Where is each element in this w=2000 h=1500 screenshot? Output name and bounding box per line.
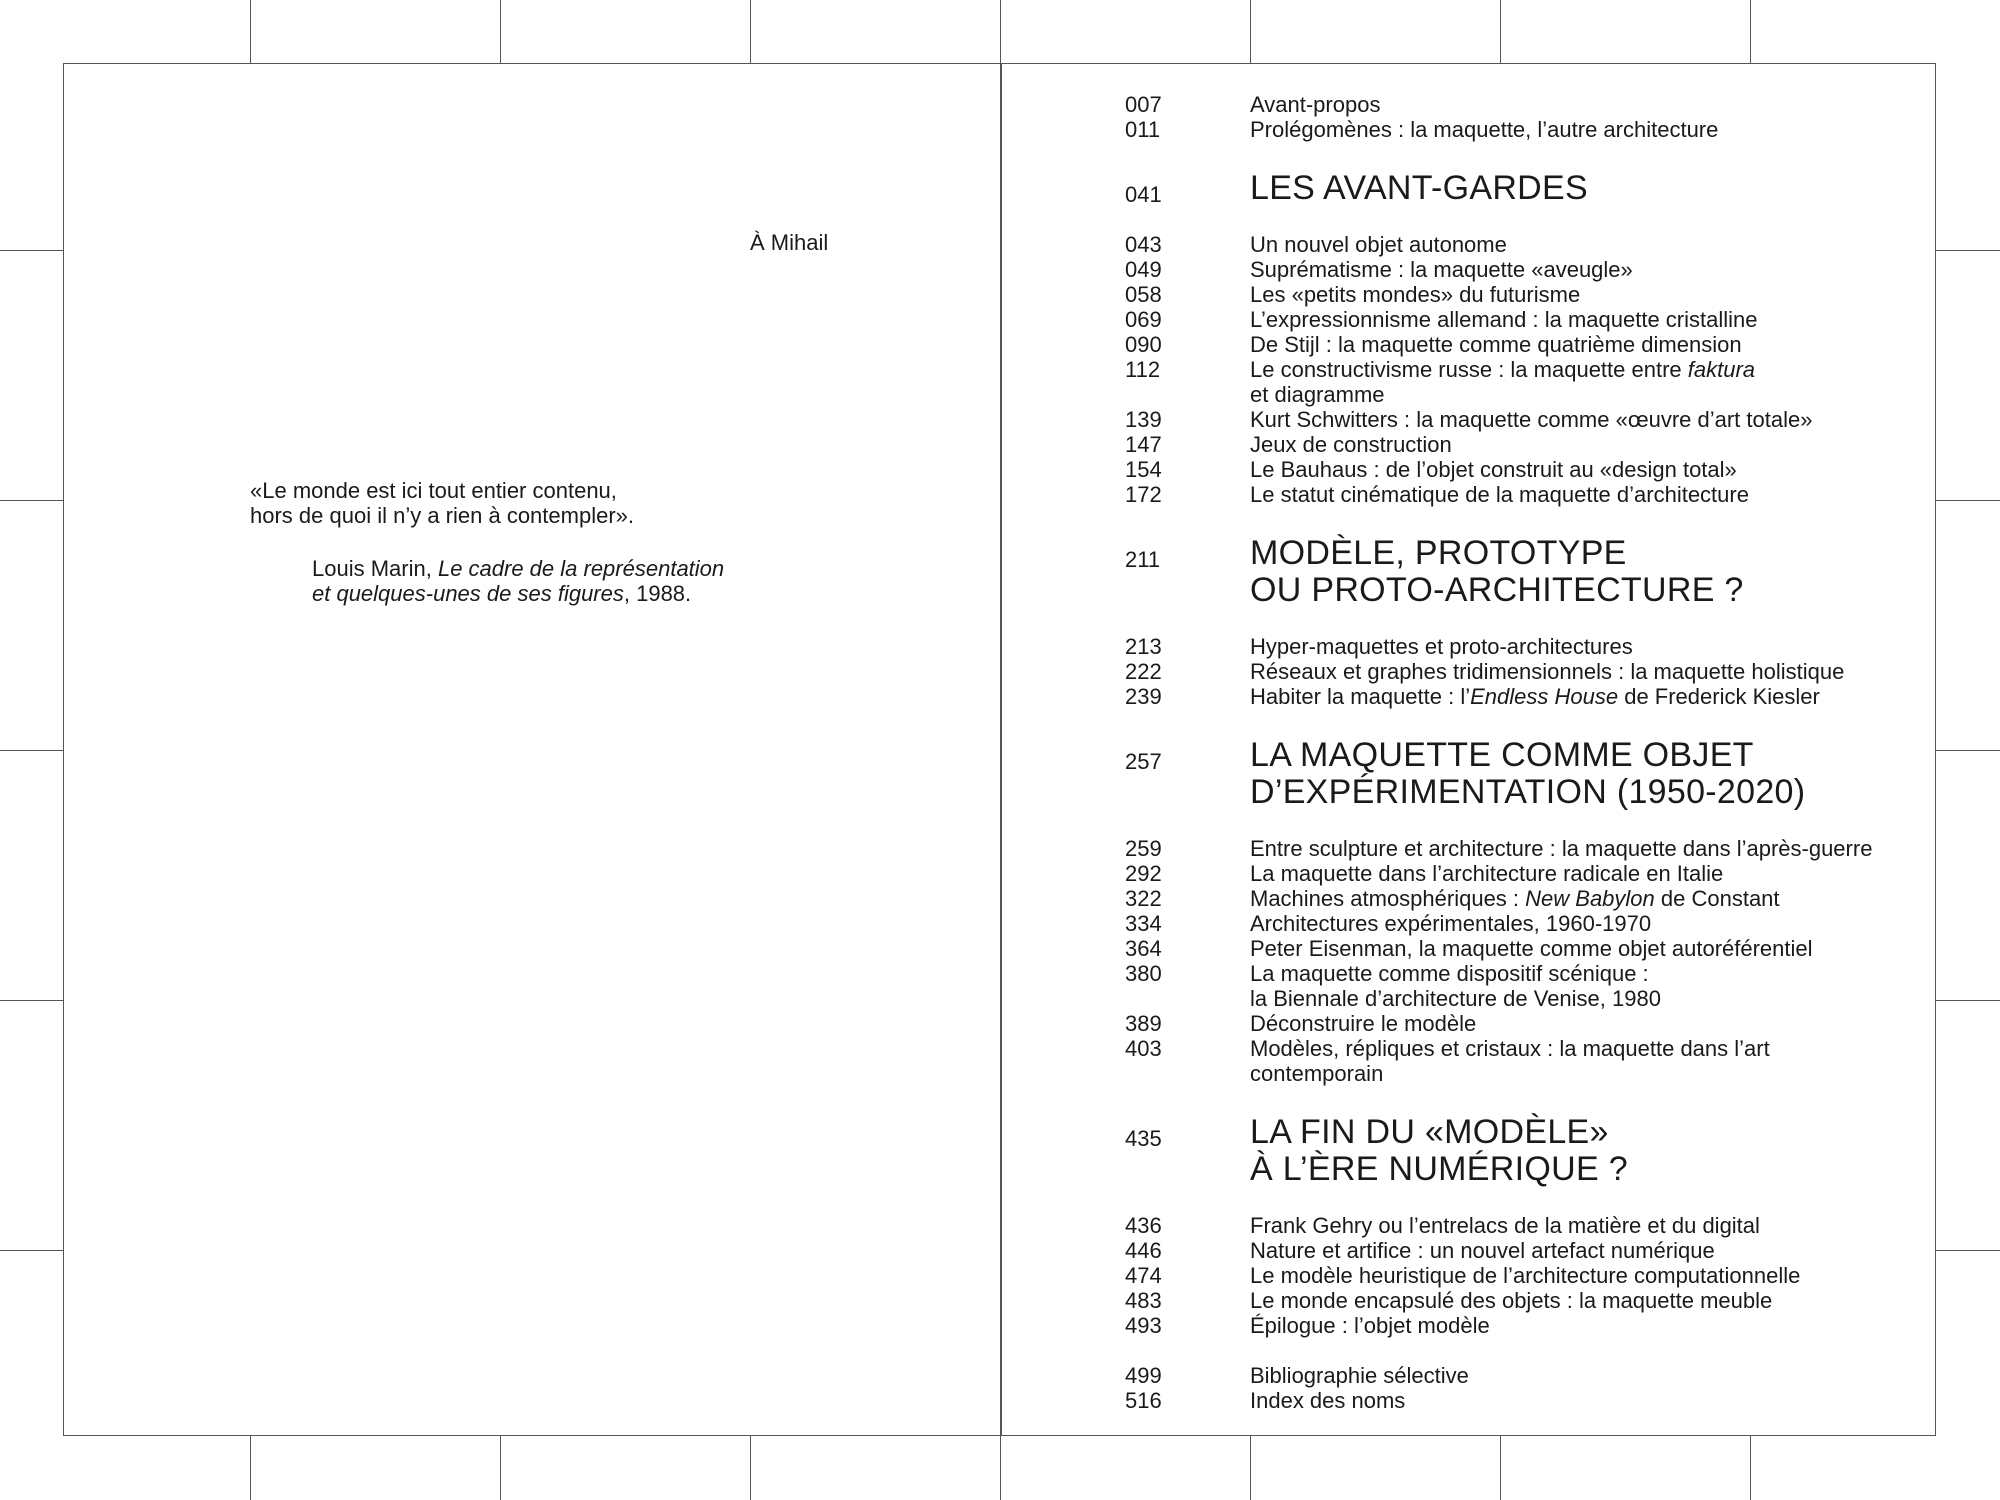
toc-entry <box>1125 1213 1935 1238</box>
toc-part-heading <box>1125 1114 1935 1188</box>
toc-part-heading <box>1125 170 1935 207</box>
toc-entry <box>1125 1238 1935 1263</box>
toc-part-title-line: LA MAQUETTE COMME OBJET <box>1250 736 1754 774</box>
toc-page-number: 259 <box>1125 836 1162 861</box>
epigraph-quote-line: hors de quoi il n’y a rien à contempler». <box>250 503 634 528</box>
toc-entry <box>1125 1288 1935 1313</box>
toc-title-part: contemporain <box>1250 1061 1384 1086</box>
toc-title: Entre sculpture et architecture : la maquette dans l’après-guerre <box>1250 836 1873 861</box>
toc-entry <box>1125 861 1935 886</box>
toc-page-number: 435 <box>1125 1126 1162 1151</box>
toc-part-title-line: OU PROTO-ARCHITECTURE ? <box>1250 571 1744 609</box>
toc-title: Peter Eisenman, la maquette comme objet autoréférentiel <box>1250 936 1813 961</box>
toc-entry <box>1125 232 1935 257</box>
epigraph-attribution <box>250 556 810 606</box>
toc-page-number: 154 <box>1125 457 1162 482</box>
epigraph-work-title: Le cadre de la représentation <box>437 556 725 581</box>
toc-title-part: Modèles, répliques et cristaux : la maquette dans l’art <box>1250 1036 1770 1061</box>
toc-page-number: 436 <box>1125 1213 1162 1238</box>
grid-line <box>750 1436 751 1500</box>
toc-title: Suprématisme : la maquette «aveugle» <box>1250 257 1633 282</box>
toc-title-italic: faktura <box>1687 357 1756 382</box>
toc-page-number: 334 <box>1125 911 1162 936</box>
grid-line <box>750 0 751 63</box>
toc-part-title-line: MODÈLE, PROTOTYPE <box>1250 534 1627 572</box>
toc-part-title <box>1250 1114 1935 1188</box>
toc-part-title-line: D’EXPÉRIMENTATION (1950-2020) <box>1250 773 1806 811</box>
toc-page-number: 112 <box>1125 357 1161 382</box>
toc-entry <box>1125 886 1935 911</box>
epigraph-work-title: et quelques-unes de ses figures <box>312 581 624 606</box>
toc-entry <box>1125 1263 1935 1288</box>
grid-line <box>1936 1250 2000 1251</box>
epigraph <box>250 478 810 606</box>
toc-page-number: 172 <box>1125 482 1162 507</box>
toc-page-number: 090 <box>1125 332 1162 357</box>
toc-entry <box>1125 457 1935 482</box>
toc-title-part: de Frederick Kiesler <box>1618 684 1820 709</box>
toc-title: Prolégomènes : la maquette, l’autre architecture <box>1250 117 1719 142</box>
toc-entry <box>1125 1363 1935 1388</box>
toc-title-part: la Biennale d’architecture de Venise, 1980 <box>1250 986 1661 1011</box>
grid-line <box>1750 0 1751 63</box>
toc-page-number: 446 <box>1125 1238 1162 1263</box>
dedication: À Mihail <box>750 230 829 255</box>
toc-entry <box>1125 407 1935 432</box>
toc-page-number: 139 <box>1125 407 1162 432</box>
toc-title: Kurt Schwitters : la maquette comme «œuvre d’art totale» <box>1250 407 1813 432</box>
toc-title: Le monde encapsulé des objets : la maquette meuble <box>1250 1288 1773 1313</box>
grid-line <box>1936 750 2000 751</box>
grid-line <box>0 1250 63 1251</box>
grid-line <box>1000 1436 1001 1500</box>
toc-title-italic: New Babylon <box>1525 886 1655 911</box>
grid-line <box>1250 1436 1251 1500</box>
epigraph-quote-line: «Le monde est ici tout entier contenu, <box>250 478 617 503</box>
toc-title-part: et diagramme <box>1250 382 1385 407</box>
toc-part-heading <box>1125 737 1935 811</box>
toc-title: L’expressionnisme allemand : la maquette cristalline <box>1250 307 1758 332</box>
toc-page-number: 222 <box>1125 659 1162 684</box>
toc-title: Jeux de construction <box>1250 432 1452 457</box>
toc-page-number: 007 <box>1125 92 1162 117</box>
toc-entry <box>1125 936 1935 961</box>
toc-title: La maquette dans l’architecture radicale en Italie <box>1250 861 1724 886</box>
toc-part-title: LES AVANT-GARDES <box>1250 169 1588 207</box>
toc-entry <box>1125 257 1935 282</box>
toc-title <box>1250 357 1935 407</box>
toc-title: Le Bauhaus : de l’objet construit au «design total» <box>1250 457 1737 482</box>
grid-line <box>250 0 251 63</box>
toc-page-number: 322 <box>1125 886 1162 911</box>
toc-part-title-line: LA FIN DU «MODÈLE» <box>1250 1113 1609 1151</box>
epigraph-year: , 1988. <box>623 581 692 606</box>
toc-title: Nature et artifice : un nouvel artefact numérique <box>1250 1238 1715 1263</box>
grid-line <box>1250 0 1251 63</box>
toc-page-number: 474 <box>1125 1263 1162 1288</box>
toc-page-number: 043 <box>1125 232 1162 257</box>
toc-title: Le modèle heuristique de l’architecture computationnelle <box>1250 1263 1801 1288</box>
toc-title <box>1250 961 1935 1011</box>
toc-title-part: Le constructivisme russe : la maquette entre <box>1250 357 1688 382</box>
grid-line <box>0 250 63 251</box>
toc-entry <box>1125 482 1935 507</box>
toc-page-number: 380 <box>1125 961 1162 986</box>
toc-title-italic: Endless House <box>1470 684 1619 709</box>
toc-title: Hyper-maquettes et proto-architectures <box>1250 634 1633 659</box>
toc-entry <box>1125 684 1935 709</box>
toc-entry <box>1125 1313 1935 1338</box>
toc-page-number: 493 <box>1125 1313 1162 1338</box>
toc-title: Bibliographie sélective <box>1250 1363 1469 1388</box>
toc-page-number: 069 <box>1125 307 1162 332</box>
toc-page-number: 389 <box>1125 1011 1162 1036</box>
toc-part-title-line: À L’ÈRE NUMÉRIQUE ? <box>1250 1150 1628 1188</box>
toc-page-number: 257 <box>1125 749 1162 774</box>
toc-title: Index des noms <box>1250 1388 1406 1413</box>
toc-title: Architectures expérimentales, 1960-1970 <box>1250 911 1652 936</box>
toc-title: Épilogue : l’objet modèle <box>1250 1313 1490 1338</box>
grid-line <box>1500 0 1501 63</box>
page-gutter <box>1000 63 1002 1436</box>
toc-title <box>1250 1036 1935 1086</box>
toc-title: Un nouvel objet autonome <box>1250 232 1507 257</box>
grid-line <box>250 1436 251 1500</box>
toc-title-part: de Constant <box>1654 886 1780 911</box>
toc-title: De Stijl : la maquette comme quatrième dimension <box>1250 332 1742 357</box>
toc-entry <box>1125 332 1935 357</box>
toc-part-title <box>1250 737 1935 811</box>
toc-page-number: 147 <box>1125 432 1162 457</box>
toc-page-number: 499 <box>1125 1363 1162 1388</box>
toc-entry <box>1125 92 1935 117</box>
toc-entry <box>1125 357 1935 407</box>
toc-title: Les «petits mondes» du futurisme <box>1250 282 1581 307</box>
toc-title: Réseaux et graphes tridimensionnels : la maquette holistique <box>1250 659 1845 684</box>
toc-entry <box>1125 911 1935 936</box>
toc-entry <box>1125 836 1935 861</box>
toc-page-number: 516 <box>1125 1388 1162 1413</box>
grid-line <box>1936 1000 2000 1001</box>
toc-page-number: 403 <box>1125 1036 1162 1061</box>
grid-line <box>500 1436 501 1500</box>
toc-entry <box>1125 659 1935 684</box>
toc-entry <box>1125 307 1935 332</box>
grid-line <box>0 750 63 751</box>
grid-line <box>1750 1436 1751 1500</box>
table-of-contents <box>1125 92 1935 1413</box>
grid-line <box>0 1000 63 1001</box>
toc-title-part: La maquette comme dispositif scénique : <box>1250 961 1649 986</box>
toc-page-number: 483 <box>1125 1288 1162 1313</box>
toc-title-part: Habiter la maquette : l’ <box>1250 684 1471 709</box>
grid-line <box>0 500 63 501</box>
toc-page-number: 364 <box>1125 936 1162 961</box>
toc-title: Le statut cinématique de la maquette d’architecture <box>1250 482 1749 507</box>
toc-entry <box>1125 1036 1935 1086</box>
toc-title <box>1250 684 1935 709</box>
toc-entry <box>1125 432 1935 457</box>
toc-entry <box>1125 1011 1935 1036</box>
toc-page-number: 292 <box>1125 861 1162 886</box>
toc-entry <box>1125 1388 1935 1413</box>
toc-title-part: Machines atmosphériques : <box>1250 886 1526 911</box>
toc-page-number: 011 <box>1125 117 1161 142</box>
toc-title <box>1250 886 1935 911</box>
toc-entry <box>1125 117 1935 142</box>
toc-title: Frank Gehry ou l’entrelacs de la matière et du digital <box>1250 1213 1760 1238</box>
epigraph-author: Louis Marin, <box>312 556 438 581</box>
toc-page-number: 058 <box>1125 282 1162 307</box>
toc-page-number: 049 <box>1125 257 1162 282</box>
grid-line <box>1000 0 1001 63</box>
toc-page-number: 213 <box>1125 634 1162 659</box>
toc-part-heading <box>1125 535 1935 609</box>
grid-line <box>1500 1436 1501 1500</box>
toc-entry <box>1125 282 1935 307</box>
grid-line <box>1936 500 2000 501</box>
toc-entry <box>1125 961 1935 1011</box>
toc-title: Avant-propos <box>1250 92 1381 117</box>
toc-title: Déconstruire le modèle <box>1250 1011 1477 1036</box>
grid-line <box>500 0 501 63</box>
toc-entry <box>1125 634 1935 659</box>
grid-line <box>1936 250 2000 251</box>
toc-page-number: 041 <box>1125 182 1162 207</box>
toc-page-number: 239 <box>1125 684 1162 709</box>
toc-page-number: 211 <box>1125 547 1161 572</box>
toc-part-title <box>1250 535 1935 609</box>
